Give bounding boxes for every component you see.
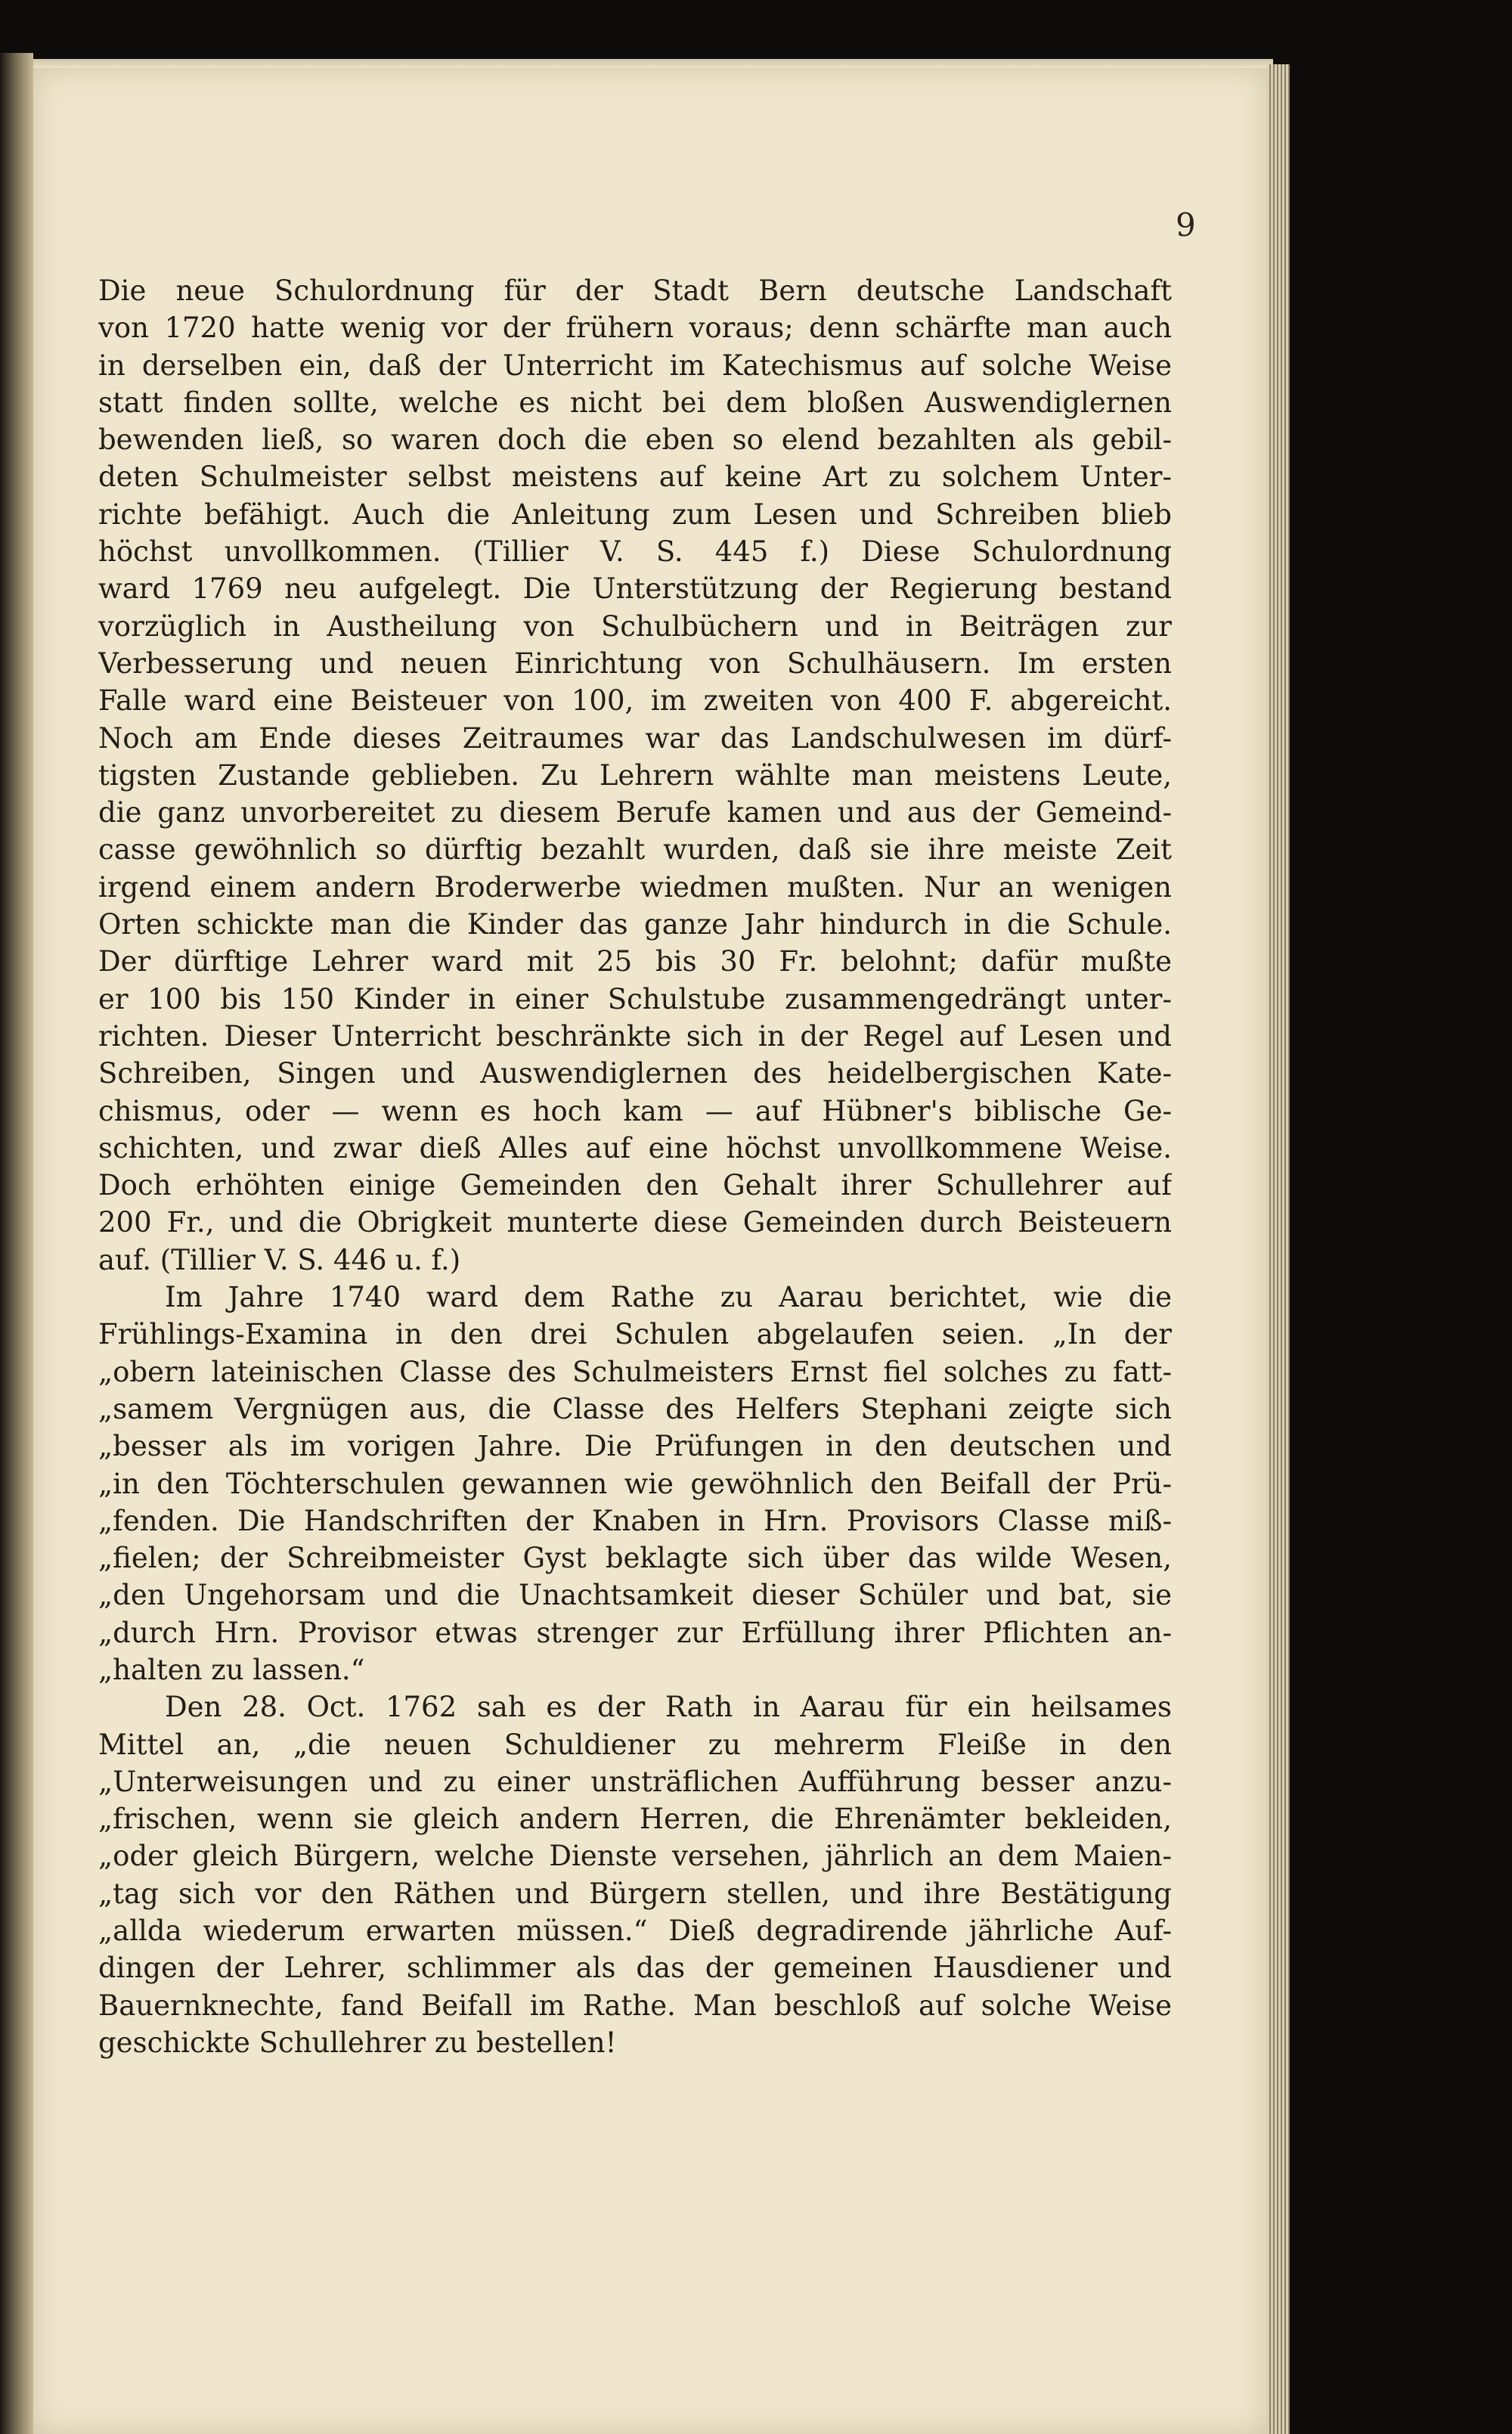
text-line: „allda wiederum erwarten müssen.“ Dieß degradirende jährliche Auf- (98, 1915, 1172, 1948)
text-line: von 1720 hatte wenig vor der frühern voraus; denn schärfte man auch (98, 312, 1172, 345)
text-line: casse gewöhnlich so dürftig bezahlt wurden, daß sie ihre meiste Zeit (98, 833, 1172, 867)
text-line: in derselben ein, daß der Unterricht im Katechismus auf solche Weise (98, 349, 1172, 382)
text-line: höchst unvollkommen. (Tillier V. S. 445 f.) Diese Schulordnung (98, 535, 1172, 569)
text-line: Den 28. Oct. 1762 sah es der Rath in Aarau für ein heilsames (165, 1691, 1172, 1724)
text-line: „fielen; der Schreibmeister Gyst beklagte sich über das wilde Wesen, (98, 1542, 1172, 1575)
text-line: „frischen, wenn sie gleich andern Herren, die Ehrenämter bekleiden, (98, 1803, 1172, 1836)
text-line: geschickte Schullehrer zu bestellen! (98, 2026, 617, 2059)
text-line: richte befähigt. Auch die Anleitung zum Lesen und Schreiben blieb (98, 498, 1172, 531)
text-line: Die neue Schulordnung für der Stadt Bern deutsche Landschaft (98, 274, 1172, 307)
text-line: „samem Vergnügen aus, die Classe des Helfers Stephani zeigte sich (98, 1392, 1172, 1425)
text-line: Noch am Ende dieses Zeitraumes war das Landschulwesen im dürf- (98, 721, 1172, 755)
text-line: Frühlings-Examina in den drei Schulen abgelaufen seien. „In der (98, 1318, 1172, 1351)
text-line: deten Schulmeister selbst meistens auf keine Art zu solchem Unter- (98, 460, 1172, 494)
text-line: Orten schickte man die Kinder das ganze Jahr hindurch in die Schule. (98, 908, 1172, 941)
text-line: dingen der Lehrer, schlimmer als das der gemeinen Hausdiener und (98, 1952, 1172, 1985)
text-line: Im Jahre 1740 ward dem Rathe zu Aarau berichtet, wie die (165, 1281, 1172, 1314)
text-line: „halten zu lassen.“ (98, 1653, 365, 1686)
text-line: „oder gleich Bürgern, welche Dienste versehen, jährlich an dem Maien- (98, 1840, 1172, 1873)
text-line: „obern lateinischen Classe des Schulmeisters Ernst fiel solches zu fatt- (98, 1355, 1172, 1388)
page-stack-edge (1267, 64, 1290, 2434)
text-line: „den Ungehorsam und die Unachtsamkeit dieser Schüler und bat, sie (98, 1579, 1172, 1612)
text-line: „besser als im vorigen Jahre. Die Prüfungen in den deutschen und (98, 1430, 1172, 1463)
page-number: 9 (1176, 206, 1196, 243)
text-line: Mittel an, „die neuen Schuldiener zu mehrerm Fleiße in den (98, 1728, 1172, 1761)
text-line: Falle ward eine Beisteuer von 100, im zweiten von 400 F. abgereicht. (98, 684, 1172, 718)
book-spine (0, 53, 33, 2434)
text-line: tigsten Zustande geblieben. Zu Lehrern wählte man meistens Leute, (98, 758, 1172, 792)
text-line: Verbesserung und neuen Einrichtung von Schulhäusern. Im ersten (98, 646, 1172, 680)
text-line: er 100 bis 150 Kinder in einer Schulstube zusammengedrängt unter- (98, 982, 1172, 1015)
text-line: auf. (Tillier V. S. 446 u. f.) (98, 1243, 461, 1276)
text-line: 200 Fr., und die Obrigkeit munterte diese Gemeinden durch Beisteuern (98, 1206, 1172, 1239)
text-line: statt finden sollte, welche es nicht bei dem bloßen Auswendiglernen (98, 386, 1172, 419)
text-line: bewenden ließ, so waren doch die eben so elend bezahlten als gebil- (98, 423, 1172, 457)
text-line: chismus, oder — wenn es hoch kam — auf Hübner's biblische Ge- (98, 1094, 1172, 1127)
text-line: vorzüglich in Austheilung von Schulbüchern und in Beiträgen zur (98, 609, 1172, 643)
text-line: schichten, und zwar dieß Alles auf eine höchst unvollkommene Weise. (98, 1131, 1172, 1164)
text-line: Der dürftige Lehrer ward mit 25 bis 30 Fr. belohnt; dafür mußte (98, 945, 1172, 978)
text-line: ward 1769 neu aufgelegt. Die Unterstützung der Regierung bestand (98, 572, 1172, 606)
paragraph (98, 272, 1172, 1279)
text-line: die ganz unvorbereitet zu diesem Berufe kamen und aus der Gemeind- (98, 796, 1172, 829)
text-line: „durch Hrn. Provisor etwas strenger zur Erfüllung ihrer Pflichten an- (98, 1616, 1172, 1649)
text-line: irgend einem andern Broderwerbe wiedmen mußten. Nur an wenigen (98, 870, 1172, 904)
body-text (98, 272, 1172, 2061)
text-line: Schreiben, Singen und Auswendiglernen des heidelbergischen Kate- (98, 1057, 1172, 1090)
text-line: richten. Dieser Unterricht beschränkte sich in der Regel auf Lesen und (98, 1019, 1172, 1053)
text-line: „fenden. Die Handschriften der Knaben in Hrn. Provisors Classe miß- (98, 1504, 1172, 1537)
paragraph (98, 1688, 1172, 2061)
text-line: „Unterweisungen und zu einer unsträflichen Aufführung besser anzu- (98, 1765, 1172, 1798)
text-line: „in den Töchterschulen gewannen wie gewöhnlich den Beifall der Prü- (98, 1467, 1172, 1500)
text-line: Doch erhöhten einige Gemeinden den Gehalt ihrer Schullehrer auf (98, 1169, 1172, 1202)
paragraph (98, 1279, 1172, 1688)
text-line: „tag sich vor den Räthen und Bürgern stellen, und ihre Bestätigung (98, 1877, 1172, 1910)
text-line: Bauernknechte, fand Beifall im Rathe. Man beschloß auf solche Weise (98, 1989, 1172, 2022)
